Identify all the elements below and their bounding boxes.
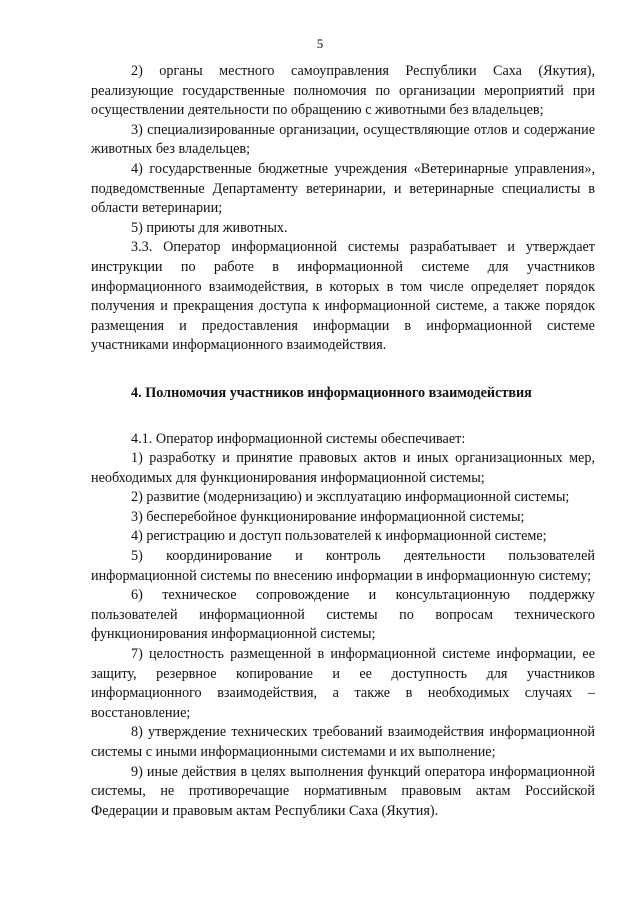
duty-item-3: 3) бесперебойное функционирование информационной системы; — [131, 508, 525, 525]
duty-item-8: 8) утверждение технических требований взаимодействия информационной системы с иными информационными системами и их выполнение; — [91, 724, 595, 760]
duty-item-7: 7) целостность размещенной в информационной системе информации, ее защиту, резервное копирование и ее доступность для участников информационного взаимодействия, а также в необходимых случаях – восстановление; — [91, 646, 595, 721]
list-item-5-animal-shelters: 5) приюты для животных. — [131, 219, 288, 236]
duty-item-5: 5) координирование и контроль деятельности пользователей информационной системы по внесению информации в информационную систему; — [91, 548, 595, 584]
clause-3-3: 3.3. Оператор информационной системы разрабатывает и утверждает инструкции по работе в информационной системе для участников информационного взаимодействия, в которых в том числе определяет порядок получения и прекращения доступа к информационной системе, а также порядок размещения и предоставления информации в информационной системе участниками информационного взаимодействия. — [91, 239, 595, 354]
list-item-4-veterinary-institutions: 4) государственные бюджетные учреждения «Ветеринарные управления», подведомственные Департаменту ветеринарии, и ветеринарные специалисты в области ветеринарии; — [91, 160, 595, 217]
section-heading: 4. Полномочия участников информационного взаимодействия — [131, 384, 532, 401]
duty-item-2: 2) развитие (модернизацию) и эксплуатацию информационной системы; — [131, 489, 570, 506]
list-item-3-specialized-organizations: 3) специализированные организации, осуществляющие отлов и содержание животных без владельцев; — [91, 121, 595, 158]
page-number: 5 — [316, 36, 324, 51]
document-body — [91, 62, 595, 821]
duty-item-4: 4) регистрацию и доступ пользователей к информационной системе; — [131, 528, 547, 545]
duty-item-6: 6) техническое сопровождение и консультационную поддержку пользователей информационной системы по вопросам технического функционирования информационной системы; — [91, 587, 595, 643]
duty-item-9: 9) иные действия в целях выполнения функций оператора информационной системы, не противоречащие нормативным правовым актам Российской Федерации и правовым актам Республики Саха (Якутия). — [91, 763, 595, 819]
list-item-2-local-governments: 2) органы местного самоуправления Республики Саха (Якутия), реализующие государственные полномочия по организации мероприятий при осуществлении деятельности по обращению с животными без владельцев; — [91, 63, 595, 119]
clause-4-1: 4.1. Оператор информационной системы обеспечивает: — [131, 430, 466, 447]
duty-item-1: 1) разработку и принятие правовых актов и иных организационных мер, необходимых для функционирования информационной системы; — [91, 450, 595, 486]
